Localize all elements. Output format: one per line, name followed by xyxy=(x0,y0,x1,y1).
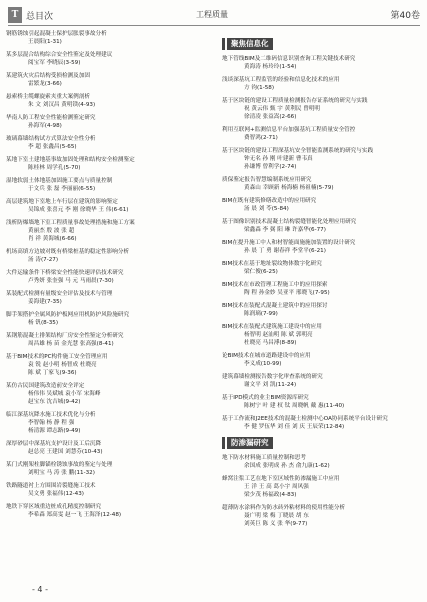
toc-entry-authors: 梁少茂 杨福政(4-83) xyxy=(244,492,297,498)
toc-entry[interactable] xyxy=(222,197,422,213)
page-number: - 4 - xyxy=(32,585,48,594)
toc-entry-title: 浅析防爆墙地下室工程质量事故处理措施和施工方案 xyxy=(6,220,135,226)
toc-entry-authors: 肖 祥 黄海城(6-66) xyxy=(28,236,77,242)
toc-entry-title: 基于区块链的建设工程深基坑安全智能监测系统的研究与实践 xyxy=(222,148,374,154)
toc-entry-title: 高层建筑地下室地上车行层在建筑的影响鉴定 xyxy=(6,199,118,205)
toc-entry-title: 机场高填方边坡对既有桥梁桩基的稳定性影响分析 xyxy=(6,249,130,255)
toc-entry-title: 铁路隧道衬上方围围岩裂缝施工技术 xyxy=(6,483,96,489)
toc-entry-authors: 汤 晨 刘 苓(5-84) xyxy=(244,206,289,212)
header-divider xyxy=(8,25,420,26)
toc-entry-authors: 黄丽杰 殷 波 张 超 xyxy=(28,228,75,234)
page-header xyxy=(8,7,420,23)
toc-entry-authors: 陈 斌 丁家飞(9-36) xyxy=(28,370,77,376)
toc-entry[interactable] xyxy=(222,97,422,113)
toc-entry-title: 基于图像识别技术混凝土结构裂缝智能化处理应用研究 xyxy=(222,219,357,225)
toc-entry-title: BIM技术在市政管理工程施工中的应用探索 xyxy=(222,282,328,288)
toc-entry-authors: 李希森 郑高雯 赵一飞 王海泽(12-48) xyxy=(28,512,122,518)
toc-entry-authors: 吴锦成 张喜元 李 刚 徐晓华 王 伟(6-61) xyxy=(28,207,129,213)
toc-entry-title: 基于区块链的建设工程质量检测报告存证系统的研究与实践 xyxy=(222,98,368,104)
toc-entry-authors: 周昌雄 杨 苗 金光慧 张高强(8-41) xyxy=(28,341,114,347)
toc-entry[interactable] xyxy=(222,373,422,389)
toc-entry-authors: 陶 程 孙金妙 吴亚平 邢晓飞(7-95) xyxy=(244,290,330,296)
toc-entry-title: 浅谈深基坑工程监管的经验和信息化技术的应用 xyxy=(222,77,340,83)
toc-entry-authors: 费智鸿(2-71) xyxy=(244,135,278,141)
toc-entry-authors: 刘英巨 陈 义 张 华(9-77) xyxy=(244,521,308,527)
toc-entry-authors: 孙谦博 曾利学(2-74) xyxy=(244,164,297,170)
toc-entry[interactable] xyxy=(6,114,206,130)
toc-entry[interactable] xyxy=(6,248,206,264)
toc-entry-authors: 钟无名 孙 刚 叶建新 曹韦真 xyxy=(244,156,313,162)
toc-entry[interactable] xyxy=(222,302,422,318)
toc-entry-title: 华南人防工程安全性能检测鉴定研究 xyxy=(6,115,96,121)
toc-entry-authors: 杨 钒(8-35) xyxy=(28,320,59,326)
toc-entry[interactable] xyxy=(6,93,206,109)
toc-entry-authors: 杨清源 谭志路(9-49) xyxy=(28,428,81,434)
toc-entry-title: 某建筑火灾后结构受损检测及加固 xyxy=(6,73,90,79)
toc-entry-authors: 祝 黄云伟 甄 宇 黄利民 曾明明 xyxy=(244,106,321,112)
toc-entry-authors: 于文兵 张 磊 李丽丽(6-55) xyxy=(28,186,96,192)
toc-entry-title: 某门式刚架柱脚锚栓锈蚀事故的鉴定与处理 xyxy=(6,462,113,468)
toc-entry-title: 基于IPD模式的业主BIM资源库研究 xyxy=(222,395,309,401)
toc-entry-authors: 姜海建(7-35) xyxy=(28,299,62,305)
toc-entry[interactable] xyxy=(222,475,422,491)
toc-entry[interactable] xyxy=(6,235,206,243)
section-heading xyxy=(222,38,422,50)
toc-entry-authors: 谢文平 刘 凯(11-24) xyxy=(244,382,297,388)
toc-entry-title: 悬索桥主缆螺旋索夹重大案例剖析 xyxy=(6,94,90,100)
toc-entry-title: 玻璃幕墙结构试方式算法安全性分析 xyxy=(6,136,96,142)
toc-entry-authors: 黄海涛 杨玲玲(1-54) xyxy=(244,64,297,70)
toc-entry-authors: 余国成 张明成 孙 杰 俞九康(1-62) xyxy=(244,463,330,469)
left-column xyxy=(6,30,206,524)
toc-entry-authors: 徐清凌 张益嵩(2-66) xyxy=(244,114,297,120)
toc-entry-title: 基于BIM技术的PC构件施工安全管理应用 xyxy=(6,354,108,360)
toc-entry-title: 利用互联网+监测信息平台加强基坑工程质量安全管控 xyxy=(222,127,356,133)
toc-entry-authors: 孙海军(4-98) xyxy=(28,123,62,129)
section-heading-label: 防渗漏研究 xyxy=(227,437,273,449)
toc-entry-authors: 李义成(10-99) xyxy=(244,361,282,367)
toc-entry[interactable] xyxy=(6,482,206,498)
toc-entry[interactable] xyxy=(222,504,422,520)
toc-entry-authors: 李 超 张鑫昌(5-65) xyxy=(28,144,77,150)
toc-entry[interactable] xyxy=(222,76,422,92)
toc-entry[interactable] xyxy=(6,156,206,172)
toc-entry-authors: 方 钧(1-58) xyxy=(244,85,275,91)
toc-entry-title: 地下管线BIM及二维码信息识别查询工程关键技术研究 xyxy=(222,56,356,62)
toc-entry-authors: 聂广明 梁 梅 丁晓晨 胡 东 xyxy=(244,513,309,519)
section-heading xyxy=(222,437,422,449)
toc-entry[interactable] xyxy=(6,51,206,67)
toc-entry[interactable] xyxy=(222,239,422,255)
toc-entry[interactable] xyxy=(6,311,206,327)
toc-entry[interactable] xyxy=(6,427,206,435)
toc-entry-authors: 梁鑫森 李 弼 阳 琳 许嘉华(6-77) xyxy=(244,227,326,233)
toc-entry-authors: 梁仁俊(6-25) xyxy=(244,269,278,275)
toc-entry[interactable] xyxy=(222,454,422,470)
toc-entry-title: 基于工作流和J2EE技术的混凝土检测中心OA协同系统平台设计研究 xyxy=(222,416,388,422)
toc-entry-title: 建筑幕墙检测报告数字化审查系统的研究 xyxy=(222,374,323,380)
toc-entry-authors: 陈桂林 周学孔(5-70) xyxy=(28,165,81,171)
toc-entry-title: 深厚砂层中深基坑支护设计及工后沉降 xyxy=(6,441,102,447)
toc-entry-authors: 孙 晨 丁 勇 谢春祥 李堂平(6-21) xyxy=(244,248,326,254)
toc-entry-authors: 阅宝军 李晓辰(3-59) xyxy=(28,60,81,66)
toc-entry[interactable] xyxy=(6,382,206,398)
toc-entry-title: 论BIM技术在城市道路建设中的应用 xyxy=(222,353,311,359)
toc-entry-authors: 朱 文 刘汉昌 黄明镁(4-93) xyxy=(28,102,96,108)
toc-entry[interactable] xyxy=(222,323,422,339)
toc-entry[interactable] xyxy=(6,503,206,519)
toc-entry-authors: 杜晓亮 马昌溥(8-89) xyxy=(244,340,297,346)
toc-entry[interactable] xyxy=(6,135,206,151)
toc-entry-title: 蜂窝注浆工艺在地下室区域性防渗漏施工中应用 xyxy=(222,476,340,482)
toc-entry[interactable] xyxy=(222,260,422,276)
toc-entry-authors: 雷繁龙(3-66) xyxy=(28,81,62,87)
toc-entry[interactable] xyxy=(222,163,422,171)
toc-entry[interactable] xyxy=(6,30,206,46)
toc-entry[interactable] xyxy=(6,353,206,369)
toc-entry-authors: 陈润璃(7-99) xyxy=(244,311,278,317)
journal-logo: T xyxy=(8,7,22,23)
toc-entry[interactable] xyxy=(222,55,422,71)
toc-entry-title: 某仿古民国建筑改造前安全评定 xyxy=(6,383,85,389)
toc-entry[interactable] xyxy=(222,520,422,528)
toc-entry[interactable] xyxy=(222,113,422,121)
toc-entry[interactable] xyxy=(6,219,206,235)
toc-entry[interactable] xyxy=(222,126,422,142)
toc-entry[interactable] xyxy=(222,147,422,163)
toc-entry-title: 某钢筋混凝土排架结构厂房安全性鉴定分析研究 xyxy=(6,333,124,339)
toc-entry[interactable] xyxy=(6,398,206,406)
toc-entry-title: BIM技术在装配式建筑施工建设中的应用 xyxy=(222,324,322,330)
toc-entry[interactable] xyxy=(6,72,206,88)
toc-entry-authors: 刘明宝 马 涛 张 鹏(11-32) xyxy=(28,470,95,476)
toc-entry[interactable] xyxy=(6,269,206,285)
toc-entry[interactable] xyxy=(6,177,206,193)
toc-entry[interactable] xyxy=(6,411,206,427)
toc-entry-authors: 卢秀妍 张奎强 马 元 马雨晨(7-30) xyxy=(28,278,114,284)
toc-entry[interactable] xyxy=(6,461,206,477)
toc-entry-authors: 黄森山 幸顾新 杨海楠 杨祖楠(5-79) xyxy=(244,185,334,191)
toc-entry[interactable] xyxy=(222,352,422,368)
toc-entry-title: 大件运输条件下桥梁安全性能快速评估技术研究 xyxy=(6,270,124,276)
toc-entry[interactable] xyxy=(222,491,422,499)
toc-entry[interactable] xyxy=(6,369,206,377)
toc-entry-title: 地铁下穿区域重边桩成孔精度控制研究 xyxy=(6,504,102,510)
toc-entry-title: 某多层混合结构综合安全性鉴定及处理建议 xyxy=(6,52,113,58)
toc-entry-title: 脚手架搭护全属风防护板网应用机防护风险施研究 xyxy=(6,312,130,318)
toc-entry-title: 某地下室土建地基事故加固处理和结构安全检测鉴定 xyxy=(6,157,135,163)
toc-entry[interactable] xyxy=(222,281,422,297)
volume-label: 第40卷 xyxy=(390,11,420,21)
toc-entry-authors: 赵宝东 沈吉城(9-42) xyxy=(28,399,81,405)
toc-entry-authors: 李智翰 杨 静 程 强 xyxy=(28,420,75,426)
toc-entry[interactable] xyxy=(222,339,422,347)
toc-entry-title: 临江深基坑降水施工技术优化与分析 xyxy=(6,412,96,418)
toc-entry-authors: 陈树宁 叶 建 权 钛 周晓帆 戴 惠(11-40) xyxy=(244,403,345,409)
toc-entry-title: BIM在既有建筑修缮改造中的应用研究 xyxy=(222,198,317,204)
toc-entry[interactable] xyxy=(222,218,422,234)
toc-entry-title: 地下防水材料施工质量控制和思考 xyxy=(222,455,306,461)
toc-entry-authors: 汤 涛(7-27) xyxy=(28,257,59,263)
toc-entry[interactable] xyxy=(222,176,422,192)
toc-entry-title: 湿地软弱土体地基加固施工要点与质量控制 xyxy=(6,178,113,184)
toc-entry-title: BIM技术在装配式混凝土建筑中的应用探讨 xyxy=(222,303,328,309)
toc-entry-title: 质保鉴定报告智慧编制系统应用研究 xyxy=(222,177,312,183)
journal-name: 工程质量 xyxy=(196,10,228,19)
toc-entry-authors: 吴文勇 张福伟(12-43) xyxy=(28,491,84,497)
toc-entry-title: 超薄防水涂料作为防水砖外粘材料的使用性能分析 xyxy=(222,505,346,511)
toc-entry[interactable] xyxy=(6,198,206,214)
toc-entry[interactable] xyxy=(6,332,206,348)
toc-entry[interactable] xyxy=(6,440,206,456)
toc-entry-authors: 王 洋 王 高 葛小宇 周风强 xyxy=(244,484,309,490)
toc-entry-title: BIM在提升施工中人和材智能面施施加装置的设计研究 xyxy=(222,240,356,246)
toc-entry-authors: 赵总亮 王建国 刘慧芬(10-43) xyxy=(28,449,103,455)
right-column xyxy=(222,38,422,533)
toc-entry-authors: 李 健 罗伍华 刘 佳 刘 庆 王辰荣(12-84) xyxy=(244,424,345,430)
toc-entry[interactable] xyxy=(6,290,206,306)
toc-entry[interactable] xyxy=(222,394,422,410)
toc-entry-authors: 杨伟伟 吴斌城 袁小军 宋海峰 xyxy=(28,391,101,397)
section-heading-label: 聚焦信息化 xyxy=(227,38,273,50)
section-title: 总目次 xyxy=(26,12,54,22)
toc-entry[interactable] xyxy=(222,415,422,431)
section-marker-icon xyxy=(222,38,225,50)
toc-entry-authors: 王晨阳(1-31) xyxy=(28,39,62,45)
toc-entry-title: 钢筋锈蚀引起混凝土保护层胀裂事故分析 xyxy=(6,31,107,37)
toc-entry-title: BIM技术在基于地址裂纹物体数字化研究 xyxy=(222,261,322,267)
toc-entry-authors: 袁 锐 赵小明 杨智成 杜晓亮 xyxy=(28,362,97,368)
toc-entry-authors: 杨智明 赵汕明 陈 斌 郭明亮 xyxy=(244,332,313,338)
toc-entry-title: 某装配式检测有量级安全评估及技术与管理 xyxy=(6,291,113,297)
section-marker-icon xyxy=(222,437,225,449)
